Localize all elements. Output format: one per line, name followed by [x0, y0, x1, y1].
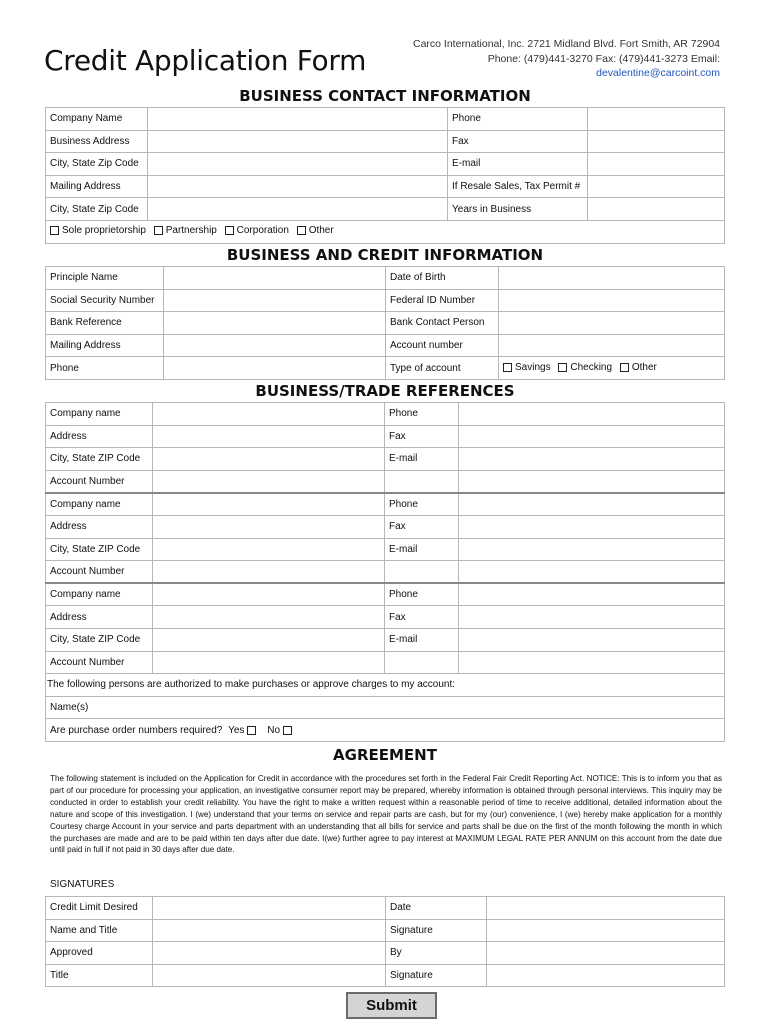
ref1-empty-cell [459, 470, 725, 493]
account-number-field[interactable] [499, 334, 725, 357]
date-of-birth-field[interactable] [499, 267, 725, 290]
checkbox-icon[interactable] [297, 226, 306, 235]
title-field[interactable] [153, 964, 386, 987]
account-type-options [499, 357, 725, 380]
ref1-phone-field[interactable] [459, 403, 725, 426]
company-name-field[interactable] [148, 108, 448, 131]
label-ref1-city: City, State ZIP Code [46, 448, 153, 471]
label-mailing-address-credit: Mailing Address [46, 334, 164, 357]
label-bank-contact: Bank Contact Person [386, 312, 499, 335]
checkbox-icon[interactable] [225, 226, 234, 235]
label-bank-reference: Bank Reference [46, 312, 164, 335]
label-approved: Approved [46, 942, 153, 965]
label-ref2-fax: Fax [385, 515, 459, 538]
po-required-row [46, 719, 725, 742]
label-ref3-address: Address [46, 606, 153, 629]
checkbox-account-other[interactable]: Other [620, 362, 657, 373]
label-ref1-phone: Phone [385, 403, 459, 426]
name-title-field[interactable] [153, 919, 386, 942]
label-signature: Signature [386, 919, 487, 942]
label-ref3-fax: Fax [385, 606, 459, 629]
label-business-address: Business Address [46, 130, 148, 153]
label-ref3-email: E-mail [385, 628, 459, 651]
company-phone-fax: Phone: (479)441-3270 Fax: (479)441-3273 Email: [487, 52, 720, 65]
label-ref3-company: Company name [46, 583, 153, 606]
years-in-business-field[interactable] [588, 198, 725, 221]
ref2-email-field[interactable] [459, 538, 725, 561]
label-account-number: Account number [386, 334, 499, 357]
date-field[interactable] [487, 897, 725, 920]
ref1-empty-cell [385, 470, 459, 493]
label-ref3-city: City, State ZIP Code [46, 628, 153, 651]
label-ref2-city: City, State ZIP Code [46, 538, 153, 561]
label-email: E-mail [448, 153, 588, 176]
checkbox-icon[interactable] [50, 226, 59, 235]
signatures-table [45, 896, 725, 987]
label-phone: Phone [448, 108, 588, 131]
ref1-city-field[interactable] [153, 448, 385, 471]
label-years-in-business: Years in Business [448, 198, 588, 221]
ref3-empty-cell [459, 651, 725, 674]
label-credit-limit: Credit Limit Desired [46, 897, 153, 920]
email-field[interactable] [588, 153, 725, 176]
label-fax: Fax [448, 130, 588, 153]
checkbox-savings[interactable]: Savings [503, 362, 551, 373]
checkbox-icon[interactable] [620, 363, 629, 372]
label-federal-id: Federal ID Number [386, 289, 499, 312]
ref2-empty-cell [459, 561, 725, 584]
label-ssn: Social Security Number [46, 289, 164, 312]
section-title-trade: BUSINESS/TRADE REFERENCES [255, 382, 515, 400]
label-company-name: Company Name [46, 108, 148, 131]
checkbox-icon[interactable] [154, 226, 163, 235]
approved-field[interactable] [153, 942, 386, 965]
company-email-link[interactable]: devalentine@carcoint.com [596, 67, 720, 79]
ref2-account-field[interactable] [153, 561, 385, 584]
contact-table [45, 107, 725, 244]
by-field[interactable] [487, 942, 725, 965]
company-address: Carco International, Inc. 2721 Midland Blvd. Fort Smith, AR 72904 [413, 38, 720, 50]
ref1-address-field[interactable] [153, 425, 385, 448]
business-type-row [46, 220, 725, 243]
label-signature-2: Signature [386, 964, 487, 987]
section-title-agreement: AGREEMENT [333, 746, 437, 764]
label-ref1-company: Company name [46, 403, 153, 426]
fax-field[interactable] [588, 130, 725, 153]
submit-button[interactable]: Submit [346, 992, 437, 1019]
label-ref3-account: Account Number [46, 651, 153, 674]
checkbox-other[interactable]: Other [297, 225, 334, 236]
label-ref2-account: Account Number [46, 561, 153, 584]
label-ref1-fax: Fax [385, 425, 459, 448]
label-city-state-zip-2: City, State Zip Code [46, 198, 148, 221]
section-title-contact: BUSINESS CONTACT INFORMATION [239, 87, 531, 105]
checkbox-partnership[interactable]: Partnership [154, 225, 217, 236]
label-ref2-address: Address [46, 515, 153, 538]
checkbox-icon[interactable] [503, 363, 512, 372]
checkbox-po-yes[interactable]: Yes [228, 725, 259, 736]
ref1-email-field[interactable] [459, 448, 725, 471]
signature-field-2[interactable] [487, 964, 725, 987]
label-ref2-phone: Phone [385, 493, 459, 516]
city-state-zip-field-2[interactable] [148, 198, 448, 221]
signatures-label: SIGNATURES [50, 879, 115, 890]
form-header [0, 0, 770, 86]
label-phone-credit: Phone [46, 357, 164, 380]
phone-credit-field[interactable] [164, 357, 386, 380]
checkbox-po-no[interactable]: No [267, 725, 295, 736]
credit-limit-field[interactable] [153, 897, 386, 920]
signature-field[interactable] [487, 919, 725, 942]
federal-id-field[interactable] [499, 289, 725, 312]
phone-field[interactable] [588, 108, 725, 131]
resale-permit-field[interactable] [588, 175, 725, 198]
ref1-company-field[interactable] [153, 403, 385, 426]
bank-contact-field[interactable] [499, 312, 725, 335]
form-title: Credit Application Form [44, 44, 367, 77]
ref3-email-field[interactable] [459, 628, 725, 651]
business-address-field[interactable] [148, 130, 448, 153]
label-name-title: Name and Title [46, 919, 153, 942]
ssn-field[interactable] [164, 289, 386, 312]
ref2-empty-cell [385, 561, 459, 584]
trade-table [45, 402, 725, 742]
label-principle-name: Principle Name [46, 267, 164, 290]
label-city-state-zip: City, State Zip Code [46, 153, 148, 176]
ref3-address-field[interactable] [153, 606, 385, 629]
label-title: Title [46, 964, 153, 987]
ref2-company-field[interactable] [153, 493, 385, 516]
bank-reference-field[interactable] [164, 312, 386, 335]
checkbox-checking[interactable]: Checking [558, 362, 612, 373]
principle-name-field[interactable] [164, 267, 386, 290]
ref3-phone-field[interactable] [459, 583, 725, 606]
ref2-phone-field[interactable] [459, 493, 725, 516]
ref3-city-field[interactable] [153, 628, 385, 651]
checkbox-corporation[interactable]: Corporation [225, 225, 289, 236]
checkbox-sole-proprietorship[interactable]: Sole proprietorship [50, 225, 146, 236]
label-ref2-email: E-mail [385, 538, 459, 561]
label-ref2-company: Company name [46, 493, 153, 516]
ref3-fax-field[interactable] [459, 606, 725, 629]
label-date: Date [386, 897, 487, 920]
mailing-address-field[interactable] [148, 175, 448, 198]
ref1-fax-field[interactable] [459, 425, 725, 448]
authorized-persons-text: The following persons are authorized to make purchases or approve charges to my account: [46, 674, 725, 697]
ref3-empty-cell [385, 651, 459, 674]
label-ref3-phone: Phone [385, 583, 459, 606]
ref3-company-field[interactable] [153, 583, 385, 606]
ref2-city-field[interactable] [153, 538, 385, 561]
label-type-of-account: Type of account [386, 357, 499, 380]
label-date-of-birth: Date of Birth [386, 267, 499, 290]
label-ref1-address: Address [46, 425, 153, 448]
ref2-fax-field[interactable] [459, 515, 725, 538]
label-resale-permit: If Resale Sales, Tax Permit # [448, 175, 588, 198]
label-ref1-email: E-mail [385, 448, 459, 471]
mailing-address-credit-field[interactable] [164, 334, 386, 357]
checkbox-icon[interactable] [558, 363, 567, 372]
agreement-text: The following statement is included on the Application for Credit in accordance with the procedures set forth in the Federal Fair Credit Reporting Act. NOTICE: This is to inform you that as part of our procedure for processing your application, an investigative consumer report may be prepared, whereby information is obtained through personal interviews. This inquiry may be conducted in order to establish your credit reliability. You have the right to make a written request within a reasonable period of time to receive additional, detailed information about the nature and scope of this investigation. I (we) understand that your terms on service and repair parts are cash, but for my (our) convenience, I (we) hereby make application for a monthly Courtesy charge Account in your service and parts department with an understanding that all bills for service and parts shall be due on the first of the month following the month in which the purchases are made and are to be paid within ten days after due date. I(we) further agree to pay interest at MAXIMUM LEGAL RATE PER ANNUM on this account from the date due until paid in full if not paid in 30 days after due date. [50, 774, 722, 855]
credit-table [45, 266, 725, 380]
checkbox-icon[interactable] [283, 726, 292, 735]
names-field[interactable]: Name(s) [46, 696, 725, 719]
ref1-account-field[interactable] [153, 470, 385, 493]
label-by: By [386, 942, 487, 965]
ref3-account-field[interactable] [153, 651, 385, 674]
city-state-zip-field[interactable] [148, 153, 448, 176]
ref2-address-field[interactable] [153, 515, 385, 538]
po-required-question: Are purchase order numbers required? [50, 724, 223, 736]
label-ref1-account: Account Number [46, 470, 153, 493]
label-mailing-address: Mailing Address [46, 175, 148, 198]
company-info [390, 37, 720, 81]
section-title-credit: BUSINESS AND CREDIT INFORMATION [226, 246, 544, 264]
checkbox-icon[interactable] [247, 726, 256, 735]
